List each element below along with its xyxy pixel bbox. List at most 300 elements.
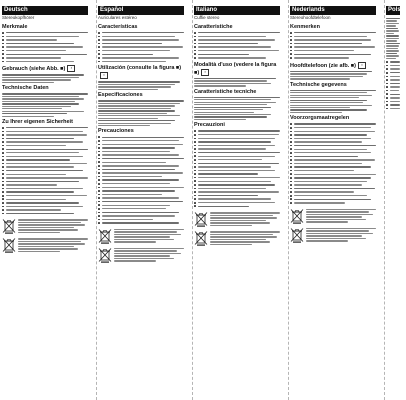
bullet-dot <box>194 180 196 182</box>
text-line <box>390 72 400 73</box>
model-name: Auriculares estéreo <box>98 15 137 20</box>
bullet-dot <box>98 176 100 178</box>
bullet-dot <box>194 39 196 41</box>
text-line <box>386 35 399 36</box>
text-line <box>386 20 397 21</box>
text-line <box>102 147 175 148</box>
bullet-line <box>2 212 88 216</box>
text-line <box>102 205 171 206</box>
bullet-dot <box>290 156 292 158</box>
bullet-dot <box>98 197 100 199</box>
text-line <box>198 202 275 203</box>
section-heading: Hoofdtelefoon (zie afb. ■) ▪ <box>290 62 376 70</box>
text-line <box>294 134 367 135</box>
text-line <box>210 236 277 237</box>
bullet-dot <box>2 134 4 136</box>
weee-crossed-bin-icon <box>290 208 304 224</box>
text-line <box>6 54 88 55</box>
text-line <box>390 97 400 98</box>
text-line <box>114 229 184 230</box>
text-line <box>102 140 179 141</box>
text-line <box>6 36 79 37</box>
text-line <box>294 46 376 47</box>
text-line <box>386 30 399 31</box>
bullet-dot <box>98 165 100 167</box>
bullet-dot <box>98 140 100 142</box>
text-line <box>210 215 273 216</box>
bullet-dot <box>98 187 100 189</box>
text-line <box>102 179 179 180</box>
text-line <box>114 236 170 237</box>
text-line <box>6 138 75 139</box>
text-line <box>6 39 58 40</box>
bullet-dot <box>98 161 100 163</box>
bullet-dot <box>194 152 196 154</box>
text-line <box>2 103 79 104</box>
text-line <box>198 191 280 192</box>
text-line <box>306 238 366 239</box>
text-line <box>98 81 180 82</box>
bullet-dot <box>2 209 4 211</box>
bullet-dot <box>386 108 388 110</box>
text-line <box>6 213 75 214</box>
text-line <box>114 231 177 232</box>
text-line <box>386 18 400 19</box>
bullet-dot <box>290 123 292 125</box>
text-line <box>306 228 376 229</box>
text-line <box>194 83 271 84</box>
text-line <box>390 90 400 91</box>
text-line <box>198 198 271 199</box>
text-line <box>294 54 371 55</box>
text-line <box>98 113 167 114</box>
bullet-dot <box>194 53 196 55</box>
text-line <box>194 80 267 81</box>
text-line <box>98 100 184 101</box>
language-heading: Español <box>98 6 184 15</box>
bullet-dot <box>194 32 196 34</box>
column-divider <box>384 0 385 400</box>
text-line <box>114 248 184 249</box>
bullet-dot <box>98 136 100 138</box>
text-line <box>198 188 267 189</box>
text-line <box>294 152 371 153</box>
bullet-dot <box>2 46 4 48</box>
text-line <box>386 40 397 41</box>
bullet-dot <box>194 43 196 45</box>
text-line <box>102 39 179 40</box>
bullet-dot <box>194 138 196 140</box>
text-line <box>6 181 79 182</box>
bullet-dot <box>386 68 388 70</box>
text-line <box>210 231 280 232</box>
bullet-dot <box>98 36 100 38</box>
bullet-dot <box>194 198 196 200</box>
bullet-line <box>98 60 184 64</box>
text-line <box>6 141 83 142</box>
bullet-dot <box>194 191 196 193</box>
text-line <box>290 105 372 106</box>
text-line <box>102 197 179 198</box>
bullet-dot <box>2 173 4 175</box>
text-line <box>18 246 74 247</box>
bullet-line <box>290 56 376 60</box>
bullet-dot <box>290 195 292 197</box>
bullet-dot <box>98 222 100 224</box>
section-heading: Especificaciones <box>98 92 143 99</box>
bullet-dot <box>290 134 292 136</box>
text-line <box>98 120 175 121</box>
text-line <box>102 144 184 145</box>
section-heading: Características <box>98 24 138 30</box>
text-line <box>6 145 66 146</box>
language-column <box>386 6 406 110</box>
bullet-dot <box>2 188 4 190</box>
bullet-dot <box>386 93 388 95</box>
text-line <box>194 85 246 86</box>
bullet-dot <box>290 127 292 129</box>
bullet-dot <box>2 166 4 168</box>
text-line <box>290 78 350 79</box>
text-line <box>290 71 372 72</box>
bullet-dot <box>194 148 196 150</box>
language-heading: Deutsch <box>2 6 88 15</box>
text-line <box>198 177 280 178</box>
text-line <box>294 159 376 160</box>
text-line <box>194 104 267 105</box>
text-line <box>198 134 280 135</box>
bullet-dot <box>2 213 4 215</box>
weee-crossed-bin-icon <box>98 228 112 244</box>
bullet-dot <box>290 159 292 161</box>
text-line <box>390 101 400 102</box>
text-line <box>290 102 363 103</box>
text-line <box>390 86 400 87</box>
text-line <box>114 250 177 251</box>
text-line <box>194 116 267 117</box>
bullet-dot <box>386 90 388 92</box>
text-line <box>390 61 400 62</box>
bullet-dot <box>2 163 4 165</box>
text-line <box>6 166 75 167</box>
bullet-dot <box>194 159 196 161</box>
text-line <box>294 188 376 189</box>
text-line <box>98 115 180 116</box>
text-line <box>2 106 71 107</box>
bullet-dot <box>290 145 292 147</box>
text-line <box>6 46 83 47</box>
bullet-dot <box>2 36 4 38</box>
text-line <box>294 156 359 157</box>
text-line <box>290 92 367 93</box>
weee-crossed-bin-icon <box>2 218 16 234</box>
bullet-dot <box>98 169 100 171</box>
text-line <box>386 50 399 51</box>
bullet-dot <box>290 141 292 143</box>
bullet-dot <box>2 156 4 158</box>
text-line <box>98 103 180 104</box>
text-line <box>98 89 158 90</box>
text-line <box>198 138 275 139</box>
text-line <box>98 110 175 111</box>
text-line <box>210 222 270 223</box>
text-line <box>102 183 171 184</box>
bullet-dot <box>290 39 292 41</box>
text-line <box>198 152 280 153</box>
text-line <box>306 219 366 220</box>
bullet-dot <box>98 53 100 55</box>
bullet-dot <box>98 61 100 63</box>
bullet-dot <box>386 101 388 103</box>
bullet-dot <box>194 170 196 172</box>
text-line <box>198 145 275 146</box>
bullet-dot <box>98 215 100 217</box>
text-line <box>6 199 66 200</box>
bullet-dot <box>98 204 100 206</box>
text-line <box>102 32 184 33</box>
figure-ref-icon: ▪ <box>100 72 108 79</box>
text-line <box>294 36 367 37</box>
text-line <box>386 28 398 29</box>
text-line <box>18 241 81 242</box>
bullet-dot <box>2 43 4 45</box>
bullet-dot <box>2 206 4 208</box>
bullet-dot <box>290 46 292 48</box>
text-line <box>390 104 400 105</box>
text-line <box>194 102 276 103</box>
bullet-dot <box>290 57 292 59</box>
text-line <box>102 54 154 55</box>
text-line <box>198 43 258 44</box>
text-line <box>386 25 396 26</box>
text-line <box>306 211 369 212</box>
text-line <box>210 217 277 218</box>
weee-crossed-bin-icon <box>98 247 112 263</box>
text-line <box>386 53 397 54</box>
bullet-dot <box>98 39 100 41</box>
text-line <box>6 191 75 192</box>
bullet-dot <box>290 188 292 190</box>
bullet-dot <box>98 57 100 59</box>
text-line <box>98 108 171 109</box>
text-line <box>198 50 280 51</box>
text-line <box>198 36 267 37</box>
text-line <box>198 141 271 142</box>
text-line <box>198 39 275 40</box>
disposal-notice <box>98 247 184 263</box>
text-line <box>18 238 88 239</box>
text-line <box>294 43 363 44</box>
bullet-dot <box>98 144 100 146</box>
text-line <box>98 123 171 124</box>
bullet-dot <box>290 173 292 175</box>
bullet-dot <box>98 212 100 214</box>
text-line <box>114 239 174 240</box>
language-column <box>2 6 88 253</box>
text-line <box>198 166 271 167</box>
bullet-dot <box>194 134 196 136</box>
text-line <box>390 83 400 84</box>
text-line <box>102 137 184 138</box>
bullet-dot <box>194 177 196 179</box>
bullet-dot <box>2 177 4 179</box>
bullet-dot <box>2 195 4 197</box>
text-line <box>6 206 83 207</box>
text-line <box>6 188 83 189</box>
text-line <box>2 82 54 83</box>
text-line <box>18 222 81 223</box>
figure-ref-icon: ▪ <box>358 62 366 69</box>
text-line <box>194 99 271 100</box>
text-line <box>6 50 66 51</box>
bullet-dot <box>2 32 4 34</box>
text-line <box>102 43 162 44</box>
bullet-dot <box>194 36 196 38</box>
section-heading: Merkmale <box>2 24 28 30</box>
figure-ref-icon: ▪ <box>67 65 75 72</box>
bullet-line <box>386 107 400 111</box>
text-line <box>18 232 60 233</box>
section-heading: Zu Ihrer eigenen Sicherheit <box>2 118 73 125</box>
text-line <box>198 163 280 164</box>
text-line <box>386 23 399 24</box>
bullet-dot <box>98 194 100 196</box>
text-line <box>290 90 376 91</box>
text-line <box>294 141 363 142</box>
bullet-dot <box>386 65 388 67</box>
text-line <box>210 212 280 213</box>
text-line <box>306 214 373 215</box>
text-line <box>6 156 83 157</box>
bullet-dot <box>98 46 100 48</box>
text-line <box>294 177 371 178</box>
text-line <box>98 86 171 87</box>
disposal-notice <box>290 208 376 224</box>
bullet-dot <box>290 152 292 154</box>
bullet-dot <box>98 208 100 210</box>
text-line <box>6 57 62 58</box>
text-line <box>294 202 346 203</box>
text-line <box>198 159 263 160</box>
bullet-dot <box>386 104 388 106</box>
text-line <box>102 194 162 195</box>
text-line <box>102 36 175 37</box>
bullet-dot <box>194 173 196 175</box>
text-line <box>102 187 184 188</box>
text-line <box>198 57 267 58</box>
bullet-dot <box>194 163 196 165</box>
bullet-dot <box>194 155 196 157</box>
section-heading: Technische Daten <box>2 85 49 92</box>
text-line <box>18 248 78 249</box>
text-line <box>194 107 271 108</box>
weee-crossed-bin-icon <box>2 237 16 253</box>
text-line <box>102 219 154 220</box>
text-line <box>114 241 156 242</box>
text-line <box>194 119 246 120</box>
bullet-dot <box>290 36 292 38</box>
text-line <box>306 209 376 210</box>
text-line <box>6 177 88 178</box>
bullet-dot <box>386 86 388 88</box>
text-line <box>114 234 181 235</box>
bullet-dot <box>386 83 388 85</box>
text-line <box>102 50 171 51</box>
text-line <box>390 79 400 80</box>
text-line <box>6 184 58 185</box>
text-line <box>306 216 362 217</box>
text-line <box>390 65 400 66</box>
bullet-dot <box>290 202 292 204</box>
text-line <box>386 48 398 49</box>
bullet-dot <box>194 184 196 186</box>
bullet-dot <box>290 163 292 165</box>
text-line <box>18 219 88 220</box>
column-divider <box>192 0 193 400</box>
text-line <box>194 112 254 113</box>
text-line <box>290 100 367 101</box>
text-line <box>194 78 276 79</box>
text-line <box>386 43 400 44</box>
bullet-dot <box>194 145 196 147</box>
text-line <box>2 98 84 99</box>
bullet-dot <box>98 183 100 185</box>
bullet-dot <box>290 198 292 200</box>
text-line <box>194 114 271 115</box>
bullet-dot <box>194 50 196 52</box>
bullet-dot <box>386 72 388 74</box>
bullet-line <box>98 221 184 225</box>
text-line <box>390 94 400 95</box>
bullet-dot <box>2 39 4 41</box>
bullet-line <box>194 205 280 209</box>
text-line <box>194 109 263 110</box>
bullet-line <box>290 201 376 205</box>
text-line <box>18 251 60 252</box>
bullet-dot <box>98 172 100 174</box>
text-line <box>2 79 71 80</box>
bullet-dot <box>386 76 388 78</box>
language-heading: Polski <box>388 7 406 13</box>
text-line <box>386 33 394 34</box>
bullet-dot <box>290 32 292 34</box>
text-line <box>98 125 150 126</box>
bullet-dot <box>2 61 4 63</box>
text-line <box>198 181 271 182</box>
text-line <box>198 206 250 207</box>
bullet-dot <box>2 57 4 59</box>
bullet-dot <box>386 97 388 99</box>
bullet-dot <box>290 170 292 172</box>
bullet-dot <box>2 191 4 193</box>
bullet-dot <box>2 184 4 186</box>
text-line <box>114 260 156 261</box>
text-line <box>194 97 280 98</box>
bullet-dot <box>194 46 196 48</box>
text-line <box>294 181 367 182</box>
text-line <box>294 123 376 124</box>
language-column <box>194 6 280 246</box>
text-line <box>386 45 399 46</box>
text-line <box>294 131 376 132</box>
text-line <box>294 199 371 200</box>
text-line <box>102 154 179 155</box>
text-line <box>290 95 372 96</box>
text-line <box>210 234 273 235</box>
bullet-dot <box>290 50 292 52</box>
bullet-dot <box>98 158 100 160</box>
text-line <box>198 54 250 55</box>
